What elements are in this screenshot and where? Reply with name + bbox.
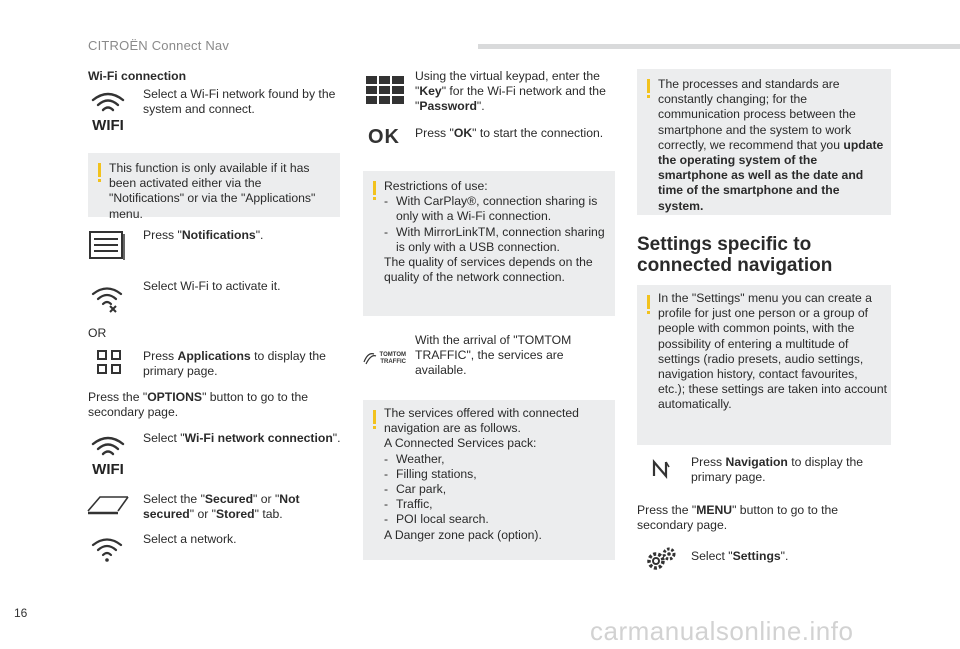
applications-label: Applications	[177, 349, 251, 363]
tomtom-traffic-icon	[362, 350, 408, 366]
info-note-restrictions	[363, 171, 615, 316]
danger-pack: A Danger zone pack (option).	[384, 527, 542, 542]
pack-item: - Weather,	[384, 452, 609, 467]
pack-item: - POI local search.	[384, 512, 609, 527]
info-note-icon	[647, 79, 650, 93]
not-secured-label: Not secured	[143, 492, 300, 522]
wifi-network-icon-label: WIFI	[92, 461, 124, 476]
tomtom-traffic-text: With the arrival of "TOMTOM TRAFFIC", the services are available.	[415, 333, 572, 378]
tomtom-icon-line2: TRAFFIC	[380, 359, 406, 365]
options-label: OPTIONS	[147, 390, 203, 404]
watermark: carmanualsonline.info	[590, 616, 854, 646]
restrictions-title: Restrictions of use:	[384, 179, 488, 193]
info-note-icon	[647, 295, 650, 309]
settings-heading: Settings specific to connected navigation	[637, 234, 833, 276]
pack-item: - Traffic,	[384, 497, 609, 512]
updates-note-bold: update the operating system of the smartphone as well as the date and time of the smartphone and the system.	[658, 137, 884, 213]
or-separator: OR	[88, 326, 107, 340]
restriction-item: - With MirrorLinkTM, connection sharing is only with a USB connection.	[384, 225, 609, 255]
wifi-icon-label: WIFI	[92, 117, 124, 132]
step-press-navigation: Press Navigation to display the primary page.	[691, 455, 864, 485]
info-note-icon	[373, 410, 376, 424]
ok-label: OK	[453, 126, 473, 140]
info-note-services	[363, 400, 615, 560]
step-select-settings: Select "Settings".	[691, 549, 789, 563]
wifi-off-icon	[90, 284, 124, 314]
restrictions-footer: The quality of services depends on the quality of the network connection.	[384, 255, 593, 285]
info-note-activation	[88, 153, 340, 221]
settings-gear-icon	[644, 545, 678, 575]
settings-label: Settings	[732, 549, 781, 563]
step-press-applications: Press Applications to display the primary page.	[143, 349, 326, 379]
password-label: Password	[419, 99, 477, 114]
notifications-label: Notifications	[181, 228, 256, 242]
key-label: Key	[419, 84, 442, 99]
tomtom-icon-line1: TOMTOM	[379, 352, 406, 358]
updates-note-text: The processes and standards are constantly changing; for the communication process between the smartphone and the system to work correctly, we recommend that you update the operating system of the smartphone as well as the date and time of the smartphone and the system.	[658, 77, 884, 213]
wifi-network-icon	[86, 432, 130, 476]
ok-icon: OK	[368, 126, 400, 148]
step-select-wifi-network-connection: Select "Wi-Fi network connection".	[143, 431, 341, 445]
navigation-label: Navigation	[725, 455, 788, 469]
wifi-icon	[86, 88, 130, 132]
step-activate-wifi: Select Wi-Fi to activate it.	[143, 279, 281, 293]
page-number: 16	[14, 606, 28, 620]
info-note-text: This function is only available if it has been activated either via the "Notifications" or via the "Applications" menu.	[109, 161, 316, 221]
header-bar	[478, 44, 960, 49]
pack-item: - Car park,	[384, 482, 609, 497]
services-intro: The services offered with connected navigation are as follows.	[384, 406, 579, 436]
wifi-connection-heading: Wi-Fi connection	[88, 69, 187, 83]
step-select-wifi-network: Select a Wi-Fi network found by the system and connect.	[143, 87, 336, 117]
settings-note-text: In the "Settings" menu you can create a profile for just one person or a group of people with common points, with the possibility of entering a multitude of settings (radio presets, audio settings, navigation history, contact favourites, etc.); these settings are taken into account automatically.	[658, 291, 887, 412]
keypad-icon	[365, 75, 405, 105]
header-title: CITROËN Connect Nav	[88, 38, 230, 53]
applications-icon	[96, 349, 122, 375]
notifications-icon	[88, 229, 126, 261]
secured-label: Secured	[204, 492, 254, 506]
step-enter-key-password: Using the virtual keypad, enter the "Key" for the Wi-Fi network and the "Password".	[415, 69, 606, 114]
step-press-notifications: Press "Notifications".	[143, 228, 264, 242]
wifi-network-connection-label: Wi-Fi network connection	[184, 431, 333, 445]
info-note-updates	[637, 69, 891, 215]
tab-icon	[86, 495, 130, 517]
stored-label: Stored	[216, 507, 255, 522]
wifi-select-icon	[90, 535, 124, 563]
pack-title: A Connected Services pack:	[384, 436, 537, 451]
step-press-ok: Press "OK" to start the connection.	[415, 126, 604, 140]
info-note-settings	[637, 285, 891, 445]
step-press-menu: Press the "MENU" button to go to the secondary page.	[637, 503, 839, 533]
step-select-security-tab: Select the "Secured" or "Not secured" or "Stored" tab.	[143, 492, 300, 522]
step-select-network: Select a network.	[143, 532, 237, 546]
info-note-icon	[98, 163, 101, 177]
restriction-item: - With CarPlay®, connection sharing is only with a Wi-Fi connection.	[384, 194, 609, 224]
navigation-icon	[650, 458, 672, 480]
step-press-options: Press the "OPTIONS" button to go to the secondary page.	[88, 390, 309, 420]
menu-label: MENU	[696, 503, 733, 517]
pack-item: - Filling stations,	[384, 467, 609, 482]
info-note-icon	[373, 181, 376, 195]
